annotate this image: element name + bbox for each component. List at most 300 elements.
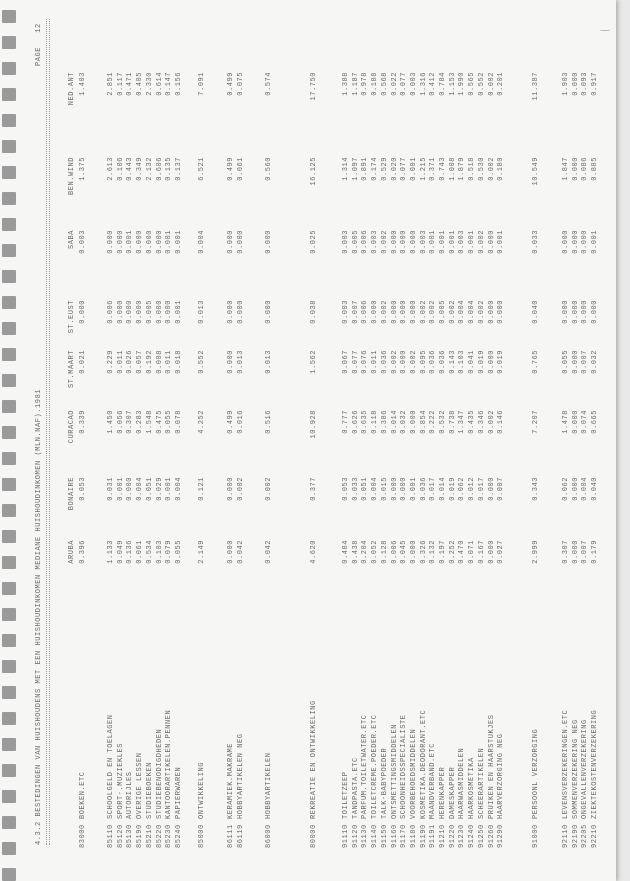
- value-cell-ben-wind: 6.521: [198, 157, 206, 181]
- value-cell-aruba: 0.052: [371, 540, 380, 564]
- value-cell-saba: 0.000: [571, 230, 580, 254]
- value-cell-ben-wind: 1.847: [562, 157, 570, 181]
- value-cell-st-maart: 0.013: [265, 350, 273, 374]
- table-row: [156, 0, 166, 881]
- row-code: 91210: [439, 824, 447, 848]
- row-label: ONTWIKKELING: [198, 761, 206, 819]
- value-cell-curacao: 0.000: [409, 410, 418, 434]
- table-row: [352, 0, 362, 881]
- value-cell-st-eust: 0.038: [310, 300, 318, 324]
- value-cell-ben-wind: 16.125: [310, 157, 318, 186]
- value-cell-bonaire: 0.019: [448, 477, 457, 501]
- value-cell-ned-ant: 0.568: [380, 72, 389, 96]
- column-header: ST.MAART: [68, 350, 76, 389]
- row-label: BOEKEN.ETC: [79, 771, 87, 819]
- value-cell-bonaire: 0.001: [409, 477, 418, 501]
- value-cell-bonaire: 0.062: [562, 477, 570, 501]
- value-cell-ned-ant: 0.075: [236, 72, 245, 96]
- row-code: 91260: [487, 824, 496, 848]
- value-cell-ben-wind: 0.349: [136, 157, 145, 181]
- row-label: HAARKOSMETIKA: [468, 757, 477, 819]
- value-cell-aruba: 4.620: [310, 540, 318, 564]
- value-cell-saba: 0.006: [361, 230, 370, 254]
- row-label: ZIEKTEKOSTENVERZEKERING: [591, 709, 600, 819]
- row-code: 91190: [419, 824, 428, 848]
- value-cell-ben-wind: 0.529: [380, 157, 389, 181]
- value-cell-ben-wind: 1.375: [79, 157, 87, 181]
- row-code: 91160: [390, 824, 399, 848]
- row-code: 91140: [371, 824, 380, 848]
- value-cell-curacao: 0.435: [468, 410, 477, 434]
- value-cell-bonaire: 0.053: [79, 477, 87, 501]
- value-cell-aruba: 0.179: [591, 540, 600, 564]
- column-header: CURACAO: [68, 410, 76, 444]
- value-cell-saba: 0.000: [487, 230, 496, 254]
- value-cell-bonaire: 0.051: [145, 477, 154, 501]
- row-code: 91110: [342, 824, 350, 848]
- column-header: NED.ANT: [68, 72, 76, 106]
- value-cell-aruba: 0.071: [468, 540, 477, 564]
- value-cell-st-maart: 0.077: [351, 350, 360, 374]
- row-label: KERAMIEK.MAKRAME: [227, 742, 235, 819]
- value-cell-saba: 0.000: [400, 230, 409, 254]
- value-cell-bonaire: 0.033: [351, 477, 360, 501]
- value-cell-st-maart: 0.000: [487, 350, 496, 374]
- value-cell-bonaire: 0.012: [468, 477, 477, 501]
- value-cell-saba: 0.004: [198, 230, 206, 254]
- value-cell-st-maart: 0.007: [581, 350, 590, 374]
- row-code: 85190: [136, 824, 145, 848]
- value-cell-st-maart: 0.013: [236, 350, 245, 374]
- row-label: REKREATIE EN ONTWIKKELING: [310, 700, 318, 819]
- value-cell-aruba: 0.128: [380, 540, 389, 564]
- value-cell-curacao: 0.532: [439, 410, 447, 434]
- value-cell-curacao: 0.386: [380, 410, 389, 434]
- value-cell-aruba: 0.136: [126, 540, 135, 564]
- value-cell-aruba: 0.000: [571, 540, 580, 564]
- row-label: KOSMETIKA.DEODORANT.ETC: [419, 709, 428, 819]
- value-cell-bonaire: 0.377: [310, 477, 318, 501]
- row-code: 92190: [571, 824, 580, 848]
- value-cell-ben-wind: 1.008: [448, 157, 457, 181]
- value-cell-st-maart: 0.229: [107, 350, 115, 374]
- row-code: 91150: [380, 824, 389, 848]
- row-label: PAPIERWAREN: [174, 766, 183, 819]
- value-cell-saba: 0.001: [439, 230, 447, 254]
- value-cell-ned-ant: 11.387: [532, 72, 540, 101]
- value-cell-curacao: 0.146: [497, 410, 506, 434]
- value-cell-ben-wind: 0.077: [400, 157, 409, 181]
- value-cell-aruba: 0.042: [265, 540, 273, 564]
- value-cell-ned-ant: 0.978: [361, 72, 370, 96]
- value-cell-saba: 0.001: [468, 230, 477, 254]
- value-cell-ben-wind: 0.001: [409, 157, 418, 181]
- row-label: STUDIEBOEKEN: [145, 761, 154, 819]
- value-cell-bonaire: 0.014: [439, 477, 447, 501]
- value-cell-bonaire: 0.015: [380, 477, 389, 501]
- row-code: 85110: [107, 824, 115, 848]
- table-row: [468, 0, 478, 881]
- value-cell-bonaire: 0.000: [126, 477, 135, 501]
- value-cell-curacao: 0.000: [571, 410, 580, 434]
- value-cell-saba: 0.003: [419, 230, 428, 254]
- row-label: VOORBEHOEDSMIDDELEN: [409, 728, 418, 819]
- value-cell-aruba: 0.307: [562, 540, 570, 564]
- table-row: [117, 0, 127, 881]
- value-cell-saba: 0.002: [477, 230, 486, 254]
- value-cell-curacao: 0.339: [79, 410, 87, 434]
- table-row: [420, 0, 430, 881]
- table-row: [371, 0, 381, 881]
- row-label: KANTOORARTIKELEN.PENNEN: [165, 709, 174, 819]
- value-cell-curacao: 0.499: [227, 410, 235, 434]
- value-cell-st-eust: 0.000: [155, 300, 164, 324]
- value-cell-aruba: 0.132: [429, 540, 438, 564]
- value-cell-ben-wind: 1.097: [351, 157, 360, 181]
- value-cell-aruba: 0.470: [458, 540, 467, 564]
- value-cell-st-eust: 0.002: [448, 300, 457, 324]
- column-header: BONAIRE: [68, 477, 76, 511]
- row-label: HAARVERZORGING NEG: [497, 733, 506, 819]
- value-cell-aruba: 0.049: [116, 540, 125, 564]
- column-header: SABA: [68, 230, 76, 250]
- value-cell-st-eust: 0.005: [145, 300, 154, 324]
- value-cell-st-maart: 0.036: [429, 350, 438, 374]
- value-cell-saba: 0.000: [562, 230, 570, 254]
- row-label: SCHEERARTIKELEN: [477, 747, 486, 819]
- value-cell-ben-wind: 0.000: [571, 157, 580, 181]
- value-cell-ben-wind: 2.613: [107, 157, 115, 181]
- value-cell-curacao: 0.516: [265, 410, 273, 434]
- value-cell-ned-ant: 0.499: [227, 72, 235, 96]
- row-code: 80000: [310, 824, 318, 848]
- value-cell-bonaire: 0.004: [371, 477, 380, 501]
- value-cell-saba: 0.000: [236, 230, 245, 254]
- value-cell-st-maart: 0.011: [371, 350, 380, 374]
- value-cell-st-eust: 0.002: [429, 300, 438, 324]
- value-cell-saba: 0.000: [116, 230, 125, 254]
- row-code: 85210: [145, 824, 154, 848]
- value-cell-st-eust: 0.000: [371, 300, 380, 324]
- value-cell-ned-ant: 0.093: [581, 72, 590, 96]
- value-cell-st-eust: 0.000: [497, 300, 506, 324]
- value-cell-ned-ant: 1.153: [448, 72, 457, 96]
- value-cell-aruba: 0.007: [581, 540, 590, 564]
- value-cell-bonaire: 0.036: [419, 477, 428, 501]
- value-cell-st-eust: 0.007: [351, 300, 360, 324]
- value-cell-ned-ant: 0.188: [371, 72, 380, 96]
- table-row: [107, 0, 117, 881]
- value-cell-st-maart: 0.067: [342, 350, 350, 374]
- value-cell-st-eust: 0.000: [136, 300, 145, 324]
- value-cell-ben-wind: 1.879: [458, 157, 467, 181]
- table-row: [146, 0, 156, 881]
- table-row: [429, 0, 439, 881]
- value-cell-st-eust: 0.000: [409, 300, 418, 324]
- row-code: 85230: [165, 824, 174, 848]
- value-cell-curacao: 0.854: [419, 410, 428, 434]
- value-cell-aruba: 0.061: [136, 540, 145, 564]
- value-cell-ned-ant: 1.990: [458, 72, 467, 96]
- value-cell-ned-ant: 0.002: [487, 72, 496, 96]
- row-code: 91170: [400, 824, 409, 848]
- value-cell-saba: 0.003: [371, 230, 380, 254]
- row-code: 85120: [116, 824, 125, 848]
- value-cell-ned-ant: 0.147: [165, 72, 174, 96]
- table-row: [227, 0, 237, 881]
- value-cell-ben-wind: 0.560: [265, 157, 273, 181]
- value-cell-st-eust: 0.000: [165, 300, 174, 324]
- table-row: [237, 0, 247, 881]
- value-cell-st-maart: 1.562: [310, 350, 318, 374]
- row-label: HOBBYARTIKELEN: [265, 752, 273, 819]
- value-cell-st-eust: 0.004: [468, 300, 477, 324]
- value-cell-bonaire: 0.000: [571, 477, 580, 501]
- value-cell-bonaire: 0.343: [532, 477, 540, 501]
- value-cell-curacao: 0.118: [371, 410, 380, 434]
- value-cell-aruba: 0.534: [145, 540, 154, 564]
- value-cell-st-eust: 0.006: [361, 300, 370, 324]
- row-code: 91120: [351, 824, 360, 848]
- value-cell-saba: 0.000: [390, 230, 399, 254]
- value-cell-ben-wind: 0.020: [390, 157, 399, 181]
- value-cell-ben-wind: 0.891: [361, 157, 370, 181]
- row-code: 85000: [198, 824, 206, 848]
- value-cell-st-maart: 0.000: [400, 350, 409, 374]
- value-cell-st-maart: 0.103: [458, 350, 467, 374]
- row-label: TALK-BABYPOEDER: [380, 747, 389, 819]
- row-label: TANDPASTA.ETC: [351, 757, 360, 819]
- value-cell-ned-ant: 2.851: [107, 72, 115, 96]
- value-cell-st-maart: 0.032: [591, 350, 600, 374]
- value-cell-ben-wind: 0.137: [174, 157, 183, 181]
- value-cell-curacao: 0.626: [351, 410, 360, 434]
- value-cell-ned-ant: 7.091: [198, 72, 206, 96]
- value-cell-bonaire: 0.001: [165, 477, 174, 501]
- row-label: ONGEVALLENVERZEKERING: [581, 719, 590, 819]
- value-cell-saba: 0.000: [136, 230, 145, 254]
- value-cell-st-eust: 0.003: [342, 300, 350, 324]
- value-cell-aruba: 0.000: [227, 540, 235, 564]
- row-code: 91220: [448, 824, 457, 848]
- value-cell-aruba: 0.045: [400, 540, 409, 564]
- value-cell-st-maart: 0.143: [448, 350, 457, 374]
- value-cell-curacao: 0.738: [448, 410, 457, 434]
- value-cell-st-eust: 0.000: [591, 300, 600, 324]
- value-cell-st-maart: 0.002: [390, 350, 399, 374]
- value-cell-bonaire: 0.031: [107, 477, 115, 501]
- subtotal-row: [198, 0, 208, 881]
- row-label: AUTORIJLES: [126, 771, 135, 819]
- table-row: [458, 0, 468, 881]
- value-cell-saba: 0.000: [155, 230, 164, 254]
- value-cell-ned-ant: 0.022: [390, 72, 399, 96]
- value-cell-st-maart: 0.076: [361, 350, 370, 374]
- value-cell-saba: 0.001: [429, 230, 438, 254]
- value-cell-st-maart: 0.192: [145, 350, 154, 374]
- page-number: [35, 23, 43, 66]
- value-cell-aruba: 0.396: [79, 540, 87, 564]
- value-cell-ben-wind: 1.215: [419, 157, 428, 181]
- value-cell-saba: 0.001: [174, 230, 183, 254]
- value-cell-st-maart: 0.011: [165, 350, 174, 374]
- row-label: HAARWASMIDDELEN: [458, 747, 467, 819]
- table-row: [381, 0, 391, 881]
- value-cell-aruba: 0.484: [342, 540, 350, 564]
- value-cell-ned-ant: 2.330: [145, 72, 154, 96]
- value-cell-ned-ant: 1.903: [562, 72, 570, 96]
- value-cell-aruba: 2.149: [198, 540, 206, 564]
- value-cell-ned-ant: 1.388: [342, 72, 350, 96]
- value-cell-st-maart: 0.055: [562, 350, 570, 374]
- value-cell-curacao: 0.665: [591, 410, 600, 434]
- value-cell-st-eust: 0.000: [116, 300, 125, 324]
- value-cell-ben-wind: 10.549: [532, 157, 540, 186]
- value-cell-saba: 0.001: [591, 230, 600, 254]
- value-cell-saba: 0.000: [107, 230, 115, 254]
- value-cell-ned-ant: 0.412: [429, 72, 438, 96]
- value-cell-curacao: 0.635: [361, 410, 370, 434]
- value-cell-curacao: 0.777: [342, 410, 350, 434]
- value-cell-ned-ant: 0.574: [265, 72, 273, 96]
- value-cell-st-eust: 0.000: [236, 300, 245, 324]
- title-underline: [46, 19, 50, 845]
- row-code: 91130: [361, 824, 370, 848]
- value-cell-ned-ant: 1.316: [419, 72, 428, 96]
- value-cell-saba: 0.000: [581, 230, 590, 254]
- value-cell-saba: 0.000: [409, 230, 418, 254]
- value-cell-saba: 0.033: [532, 230, 540, 254]
- value-cell-curacao: 1.478: [562, 410, 570, 434]
- value-cell-st-eust: 0.001: [174, 300, 183, 324]
- page-number-value: 12: [35, 23, 43, 33]
- value-cell-curacao: 0.032: [400, 410, 409, 434]
- value-cell-st-maart: 0.000: [227, 350, 235, 374]
- value-cell-bonaire: 0.017: [477, 477, 486, 501]
- value-cell-st-eust: 0.040: [532, 300, 540, 324]
- value-cell-aruba: 0.042: [236, 540, 245, 564]
- value-cell-bonaire: 0.121: [198, 477, 206, 501]
- row-label: ONTSMETTINGSMIDDELEN: [390, 723, 399, 819]
- column-header: ST.EUST: [68, 300, 76, 334]
- row-code: 85130: [126, 824, 135, 848]
- value-cell-curacao: 0.346: [477, 410, 486, 434]
- row-code: 91290: [497, 824, 506, 848]
- value-cell-ben-wind: 0.371: [429, 157, 438, 181]
- value-cell-curacao: 7.207: [532, 410, 540, 434]
- value-cell-curacao: 0.016: [236, 410, 245, 434]
- value-cell-bonaire: 0.053: [342, 477, 350, 501]
- value-cell-st-eust: 0.000: [562, 300, 570, 324]
- value-cell-ned-ant: 0.405: [136, 72, 145, 96]
- value-cell-st-maart: 0.041: [468, 350, 477, 374]
- value-cell-st-eust: 0.000: [265, 300, 273, 324]
- value-cell-curacao: 10.928: [310, 410, 318, 439]
- value-cell-st-eust: 0.000: [400, 300, 409, 324]
- value-cell-ben-wind: 0.885: [591, 157, 600, 181]
- value-cell-ben-wind: 0.499: [227, 157, 235, 181]
- value-cell-ned-ant: 0.471: [126, 72, 135, 96]
- value-cell-curacao: 1.548: [145, 410, 154, 434]
- value-cell-saba: 0.000: [265, 230, 273, 254]
- value-cell-st-eust: 0.002: [477, 300, 486, 324]
- value-cell-st-maart: 0.002: [409, 350, 418, 374]
- value-cell-st-eust: 0.000: [227, 300, 235, 324]
- value-cell-ben-wind: 0.606: [155, 157, 164, 181]
- value-cell-saba: 0.003: [79, 230, 87, 254]
- row-code: 92210: [591, 824, 600, 848]
- value-cell-st-maart: 0.019: [497, 350, 506, 374]
- value-cell-curacao: 1.450: [107, 410, 115, 434]
- value-cell-st-maart: 0.026: [126, 350, 135, 374]
- value-cell-ned-ant: 0.201: [497, 72, 506, 96]
- value-cell-aruba: 0.000: [409, 540, 418, 564]
- value-cell-saba: 0.001: [448, 230, 457, 254]
- value-cell-ned-ant: 0.784: [439, 72, 447, 96]
- value-cell-ben-wind: 0.518: [468, 157, 477, 181]
- value-cell-ben-wind: 0.106: [116, 157, 125, 181]
- value-cell-st-maart: 0.008: [155, 350, 164, 374]
- value-cell-saba: 0.000: [227, 230, 235, 254]
- table-row: [136, 0, 146, 881]
- value-cell-ned-ant: 0.552: [477, 72, 486, 96]
- row-label: SPORT-.MUZIEKLES: [116, 742, 125, 819]
- value-cell-st-maart: 0.036: [380, 350, 389, 374]
- value-cell-saba: 0.025: [310, 230, 318, 254]
- table-title: 4.3.2 BESTEDINGEN VAN HUISHOUDENS MET EEN HUISHOUDINKOMEN MEDIANE HUISHOUDINKOMEN (MLN.NAF).1981: [35, 388, 43, 845]
- value-cell-ned-ant: 0.565: [468, 72, 477, 96]
- value-cell-aruba: 0.438: [351, 540, 360, 564]
- row-label: SCHOONHEIDSSPECIALISTE: [400, 714, 409, 819]
- value-cell-ned-ant: 0.614: [155, 72, 164, 96]
- row-code: 91230: [458, 824, 467, 848]
- value-cell-ben-wind: 0.174: [371, 157, 380, 181]
- value-cell-ben-wind: 0.002: [487, 157, 496, 181]
- value-cell-bonaire: 0.004: [136, 477, 145, 501]
- value-cell-ben-wind: 0.061: [236, 157, 245, 181]
- value-cell-curacao: 0.056: [116, 410, 125, 434]
- value-cell-ned-ant: 0.156: [174, 72, 183, 96]
- value-cell-ben-wind: 0.086: [581, 157, 590, 181]
- value-cell-st-eust: 0.005: [439, 300, 447, 324]
- value-cell-st-eust: 0.000: [581, 300, 590, 324]
- value-cell-st-maart: 0.036: [439, 350, 447, 374]
- value-cell-saba: 0.001: [126, 230, 135, 254]
- value-cell-ben-wind: 0.135: [165, 157, 174, 181]
- value-cell-aruba: 0.197: [439, 540, 447, 564]
- table-row: [361, 0, 371, 881]
- row-label: TOILETCREME.POEDER.ETC: [371, 714, 380, 819]
- value-cell-saba: 0.005: [351, 230, 360, 254]
- value-cell-st-maart: 0.765: [532, 350, 540, 374]
- value-cell-ben-wind: 0.443: [126, 157, 135, 181]
- value-cell-ned-ant: 0.117: [116, 72, 125, 96]
- value-cell-ned-ant: 0.000: [571, 72, 580, 96]
- value-cell-st-eust: 0.000: [126, 300, 135, 324]
- value-cell-curacao: 0.014: [390, 410, 399, 434]
- row-label: PRUIKEN EN HAARSTUKJES: [487, 714, 496, 819]
- value-cell-bonaire: 0.001: [116, 477, 125, 501]
- value-cell-st-eust: 0.013: [198, 300, 206, 324]
- subtotal-row: [265, 0, 275, 881]
- value-cell-aruba: 1.133: [107, 540, 115, 564]
- row-code: 83000: [79, 824, 87, 848]
- row-label: HERENKAPPER: [439, 766, 447, 819]
- row-label: DAMESKAPPER: [448, 766, 457, 819]
- value-cell-aruba: 0.252: [448, 540, 457, 564]
- value-cell-aruba: 2.999: [532, 540, 540, 564]
- row-code: 92205: [581, 824, 590, 848]
